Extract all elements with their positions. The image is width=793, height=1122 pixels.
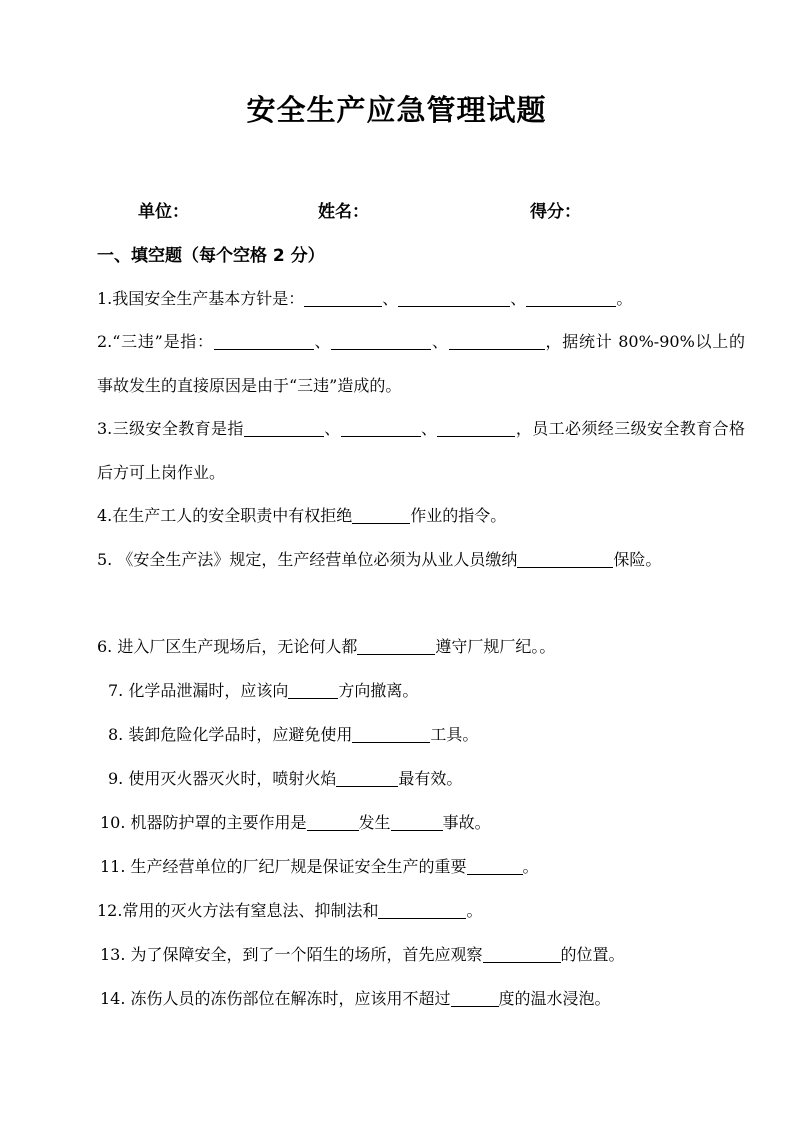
score-label: 得分： xyxy=(530,202,581,222)
q1-text-b: 、 xyxy=(382,289,399,308)
q2-text-c: 、 xyxy=(431,332,449,351)
q9-blank-1 xyxy=(336,768,398,787)
q3-blank-3 xyxy=(437,418,515,437)
q9-text-b: 最有效。 xyxy=(398,769,463,788)
q2-blank-3 xyxy=(449,331,545,350)
q10-blank-2 xyxy=(391,812,443,831)
q6-text-b: 遵守厂规厂纪。。 xyxy=(435,637,556,656)
q7-blank-1 xyxy=(288,680,338,699)
q10-text-b: 发生 xyxy=(358,813,391,832)
q11-text-b: 。 xyxy=(522,857,539,876)
q7-text-a: 7. 化学品泄漏时，应该向 xyxy=(108,681,289,700)
q11-blank-1 xyxy=(467,856,523,875)
document-title: 安全生产应急管理试题 xyxy=(246,93,547,127)
q13-blank-1 xyxy=(483,944,561,963)
q3-blank-1 xyxy=(244,418,324,437)
question-4 xyxy=(97,494,745,538)
q4-text-a: 4.在生产工人的安全职责中有权拒绝 xyxy=(97,506,353,525)
question-2 xyxy=(97,320,745,408)
section-heading: 一、填空题（每个空格 2 分） xyxy=(97,246,325,266)
question-14 xyxy=(100,977,748,1021)
q2-blank-2 xyxy=(331,331,431,350)
q1-blank-1 xyxy=(304,288,382,307)
q6-blank-1 xyxy=(357,636,435,655)
q2-blank-1 xyxy=(214,331,314,350)
q13-text-a: 13. 为了保障安全，到了一个陌生的场所，首先应观察 xyxy=(100,945,483,964)
question-10 xyxy=(100,801,748,845)
q5-text-a: 5. 《安全生产法》规定，生产经营单位必须为从业人员缴纳 xyxy=(97,550,518,569)
q5-blank-1 xyxy=(517,549,613,568)
q2-text-d: ，据统计 80%-90%以上的事故发生的直接原因是由于“三违”造成的。 xyxy=(97,332,745,395)
q1-text-a: 1.我国安全生产基本方针是： xyxy=(97,289,305,308)
q4-blank-1 xyxy=(352,505,410,524)
q1-blank-3 xyxy=(526,288,616,307)
unit-label: 单位： xyxy=(138,202,189,222)
q10-blank-1 xyxy=(307,812,359,831)
q5-text-b: 保险。 xyxy=(613,550,662,569)
q2-text-b: 、 xyxy=(313,332,332,351)
question-12 xyxy=(97,889,745,933)
q1-blank-2 xyxy=(398,288,510,307)
q3-blank-2 xyxy=(341,418,421,437)
q8-text-a: 8. 装卸危险化学品时，应避免使用 xyxy=(108,725,353,744)
question-7 xyxy=(108,669,756,713)
info-row xyxy=(0,197,793,223)
question-5 xyxy=(97,538,745,582)
q1-text-c: 、 xyxy=(510,289,527,308)
question-3 xyxy=(97,407,745,495)
question-6 xyxy=(97,625,745,669)
q3-text-b: 、 xyxy=(323,419,341,438)
q14-text-b: 度的温水浸泡。 xyxy=(498,989,611,1008)
q12-blank-1 xyxy=(378,900,466,919)
q14-blank-1 xyxy=(451,988,499,1007)
question-8 xyxy=(108,713,756,757)
q12-text-b: 。 xyxy=(466,901,483,920)
q9-text-a: 9. 使用灭火器灭火时，喷射火焰 xyxy=(108,769,337,788)
q10-text-c: 事故。 xyxy=(442,813,491,832)
q11-text-a: 11. 生产经营单位的厂纪厂规是保证安全生产的重要 xyxy=(100,857,467,876)
q3-text-a: 3.三级安全教育是指 xyxy=(97,419,244,438)
q4-text-b: 作业的指令。 xyxy=(410,506,507,525)
q12-text-a: 12.常用的灭火方法有窒息法、抑制法和 xyxy=(97,901,379,920)
q7-text-b: 方向撤离。 xyxy=(338,681,419,700)
q1-text-d: 。 xyxy=(616,289,633,308)
question-13 xyxy=(100,933,748,977)
q8-blank-1 xyxy=(352,724,430,743)
question-9 xyxy=(108,757,756,801)
q8-text-b: 工具。 xyxy=(430,725,479,744)
q14-text-a: 14. 冻伤人员的冻伤部位在解冻时，应该用不超过 xyxy=(100,989,451,1008)
question-11 xyxy=(100,845,748,889)
name-label: 姓名： xyxy=(318,202,369,222)
q3-text-c: 、 xyxy=(420,419,438,438)
q6-text-a: 6. 进入厂区生产现场后，无论何人都 xyxy=(97,637,358,656)
q13-text-b: 的位置。 xyxy=(560,945,625,964)
q3-text-d: ，员工必须经三级安全教育合格后方可上岗作业。 xyxy=(97,419,745,482)
question-1 xyxy=(97,277,745,321)
q2-text-a: 2.“三违”是指： xyxy=(97,332,214,351)
q10-text-a: 10. 机器防护罩的主要作用是 xyxy=(100,813,307,832)
